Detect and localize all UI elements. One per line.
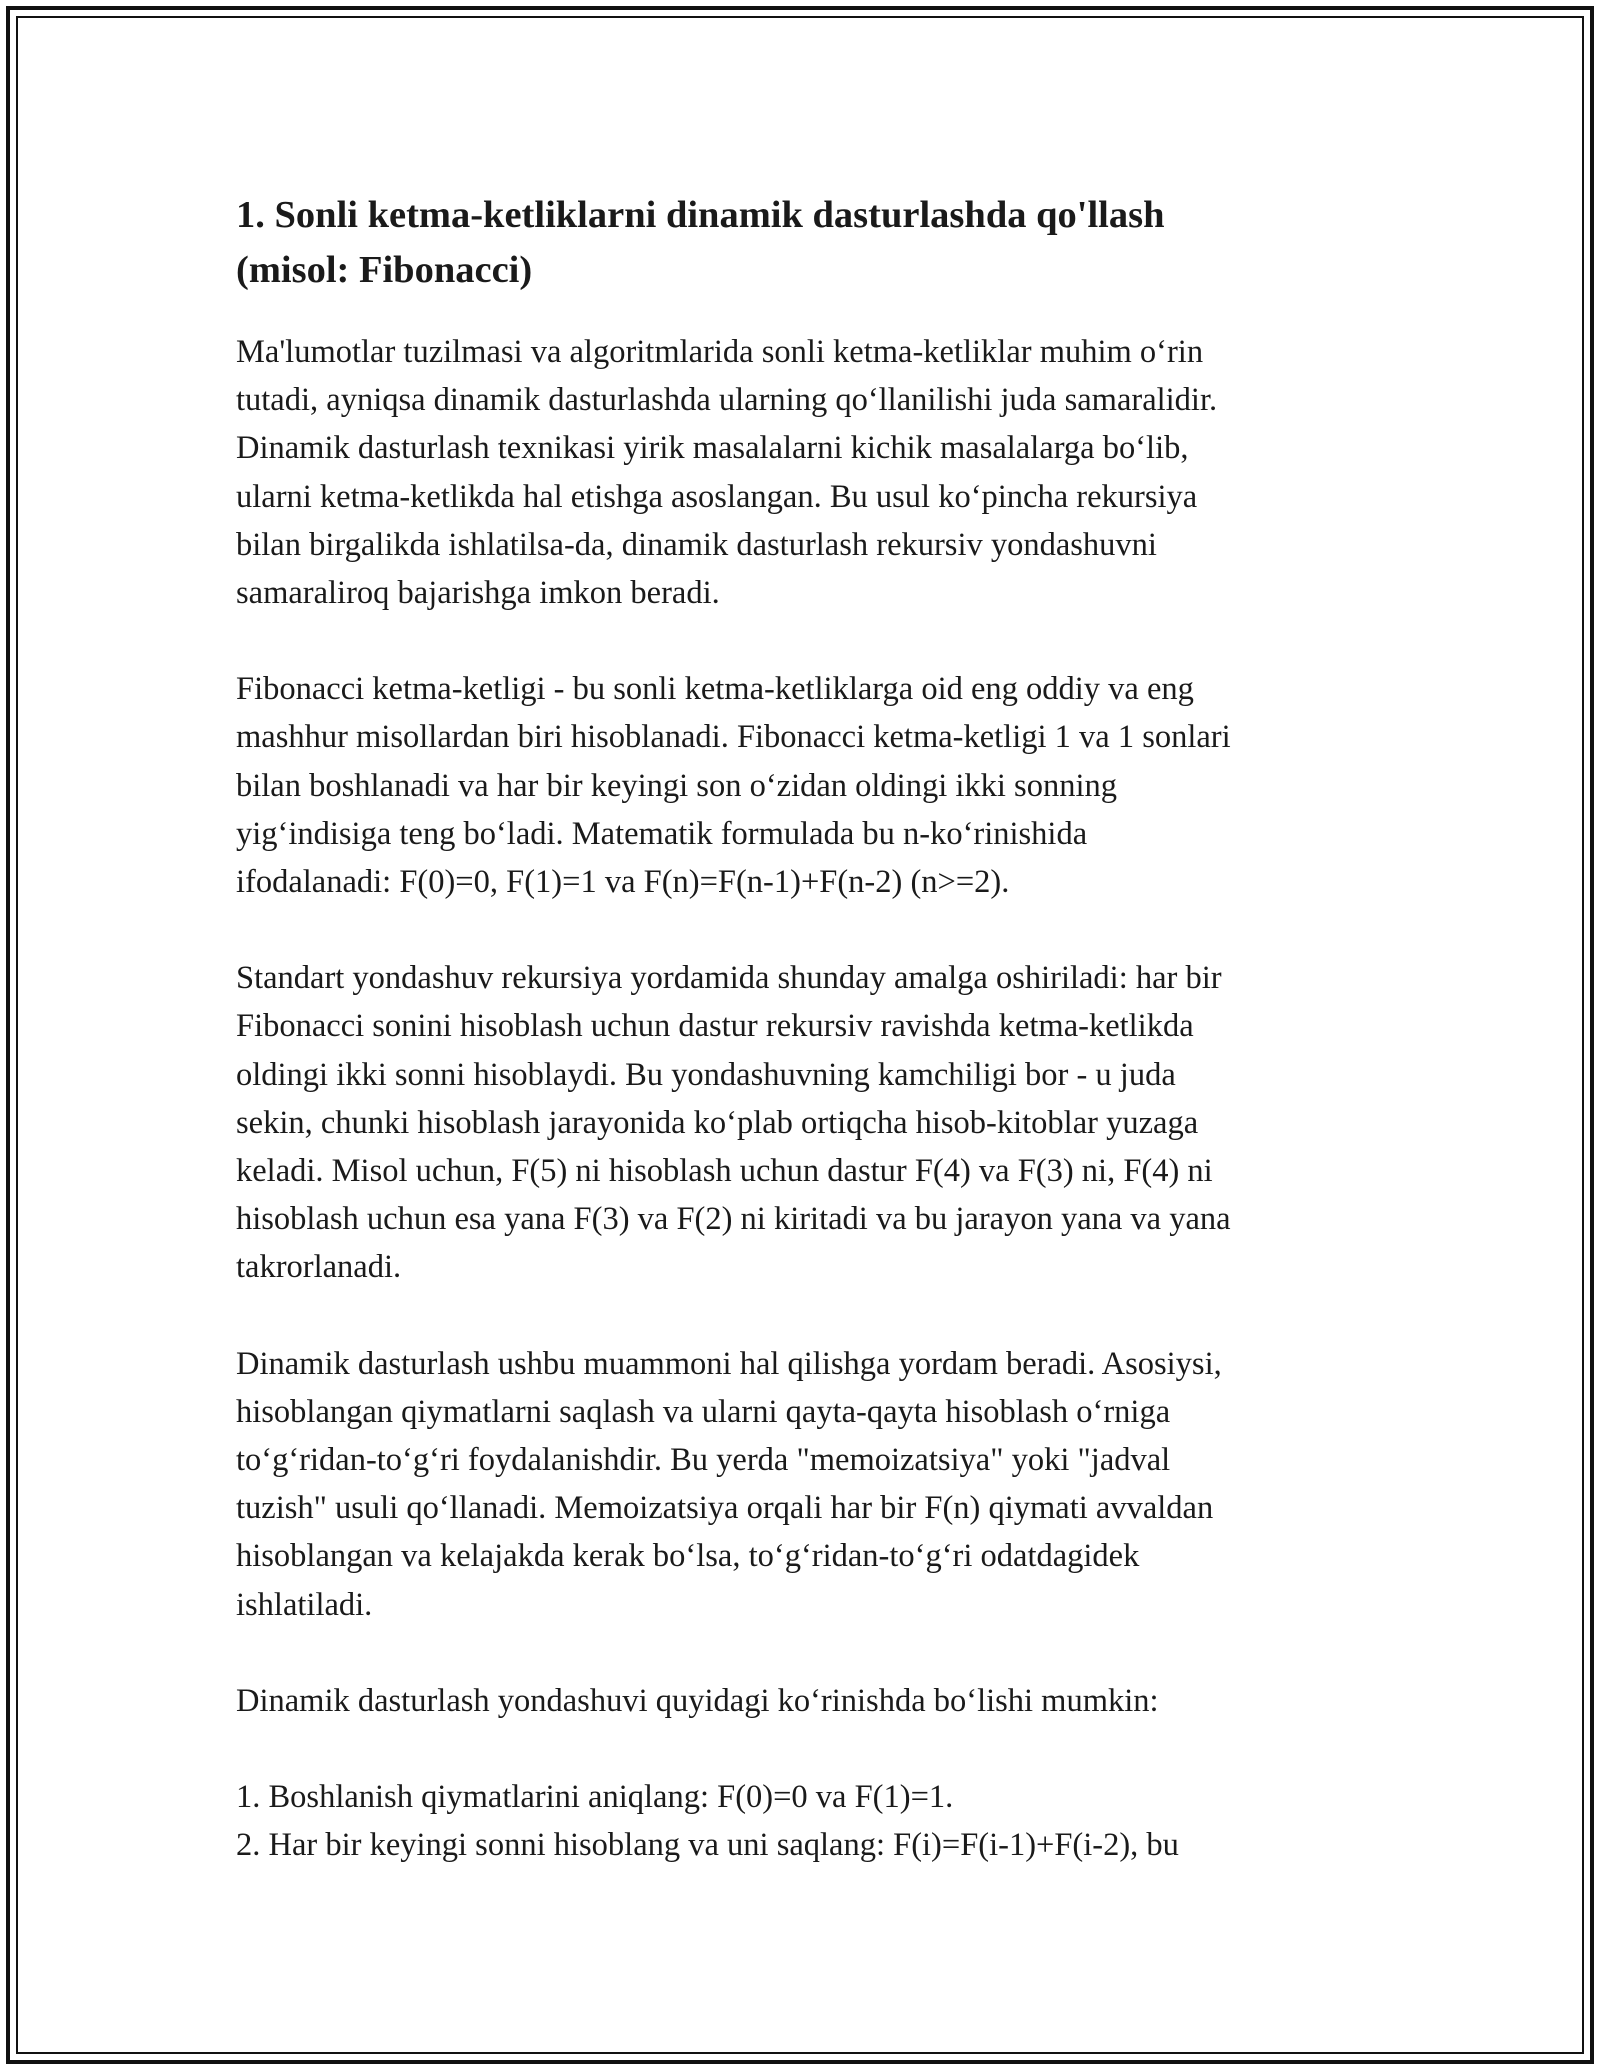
text-line: hisoblash uchun esa yana F(3) va F(2) ni kiritadi va bu jarayon yana va yana [236,1201,1231,1238]
paragraph-fibonacci-definition [236,665,1386,906]
text-line: hisoblangan qiymatlarni saqlash va ularni qayta-qayta hisoblash o‘rniga [236,1393,1171,1430]
text-line: Fibonacci sonini hisoblash uchun dastur rekursiv ravishda ketma-ketlikda [236,1008,1194,1045]
text-line: bilan birgalikda ishlatilsa-da, dinamik dasturlash rekursiv yondashuvni [236,526,1157,563]
text-line: ifodalanadi: F(0)=0, F(1)=1 va F(n)=F(n-1)+F(n-2) (n>=2). [236,864,1010,901]
text-line: Fibonacci ketma-ketligi - bu sonli ketma-ketliklarga oid eng oddiy va eng [236,671,1194,708]
text-line: to‘g‘ridan-to‘g‘ri foydalanishdir. Bu yerda "memoizatsiya" yoki "jadval [236,1442,1171,1479]
text-line: tutadi, ayniqsa dinamik dasturlashda ularning qo‘llanilishi juda samaralidir. [236,382,1218,419]
text-line: sekin, chunki hisoblash jarayonida ko‘plab ortiqcha hisob-kitoblar yuzaga [236,1104,1199,1141]
title-line: 1. Sonli ketma-ketliklarni dinamik dasturlashda qo'llash [236,194,1165,236]
paragraph-approach-intro [236,1677,1386,1725]
text-line: Ma'lumotlar tuzilmasi va algoritmlarida sonli ketma-ketliklar muhim o‘rin [236,334,1204,370]
text-line: Dinamik dasturlash yondashuvi quyidagi ko‘rinishda bo‘lishi mumkin: [236,1682,1159,1719]
text-line: keladi. Misol uchun, F(5) ni hisoblash uchun dastur F(4) va F(3) ni, F(4) ni [236,1153,1213,1190]
paragraph-memoization [236,1340,1386,1629]
text-line: yig‘indisiga teng bo‘ladi. Matematik formulada bu n-ko‘rinishida [236,815,1088,852]
text-line: oldingi ikki sonni hisoblaydi. Bu yondashuvning kamchiligi bor - u juda [236,1056,1176,1093]
list-item: 2. Har bir keyingi sonni hisoblang va uni saqlang: F(i)=F(i-1)+F(i-2), bu [236,1827,1179,1864]
text-line: ishlatiladi. [236,1586,373,1623]
text-line: Dinamik dasturlash texnikasi yirik masalalarni kichik masalalarga bo‘lib, [236,430,1189,467]
text-line: Standart yondashuv rekursiya yordamida shunday amalga oshiriladi: har bir [236,960,1222,997]
paragraph-intro [236,328,1386,617]
document-body [236,188,1386,1869]
document-title [236,188,1386,298]
text-line: tuzish" usuli qo‘llanadi. Memoizatsiya orqali har bir F(n) qiymati avvaldan [236,1490,1214,1527]
text-line: bilan boshlanadi va har bir keyingi son o‘zidan oldingi ikki sonning [236,767,1117,804]
text-line: ularni ketma-ketlikda hal etishga asoslangan. Bu usul ko‘pincha rekursiya [236,478,1198,515]
text-line: Dinamik dasturlash ushbu muammoni hal qilishga yordam beradi. Asosiysi, [236,1345,1222,1382]
list-item: 1. Boshlanish qiymatlarini aniqlang: F(0)=0 va F(1)=1. [236,1779,954,1816]
text-line: samaraliroq bajarishga imkon beradi. [236,575,720,612]
text-line: hisoblangan va kelajakda kerak bo‘lsa, to‘g‘ridan-to‘g‘ri odatdagidek [236,1538,1140,1575]
text-line: takrorlanadi. [236,1249,402,1286]
paragraph-recursive-approach [236,954,1386,1291]
text-line: mashhur misollardan biri hisoblanadi. Fibonacci ketma-ketligi 1 va 1 sonlari [236,719,1231,756]
steps-list [236,1773,1386,1869]
title-line: (misol: Fibonacci) [236,249,533,291]
